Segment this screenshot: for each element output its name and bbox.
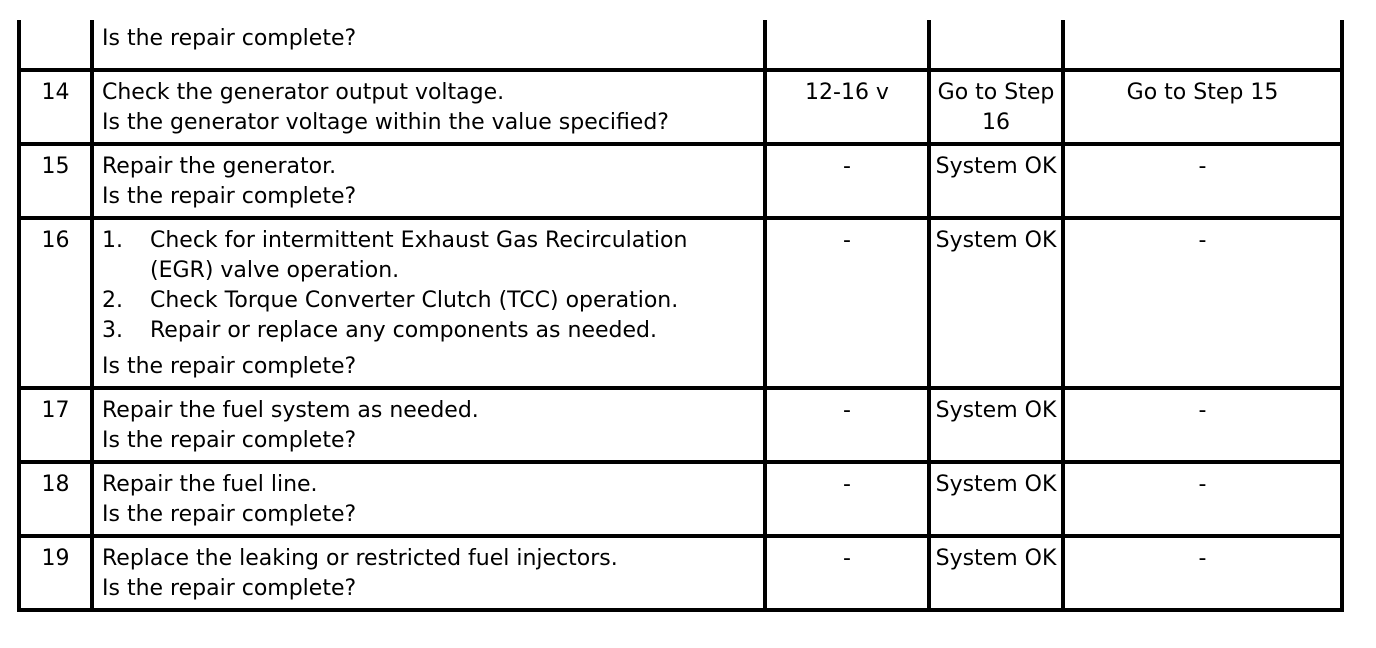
yes-cell: System OK xyxy=(929,388,1063,462)
action-cell xyxy=(92,536,765,610)
table-row-step-14 xyxy=(19,70,1342,144)
action-cell xyxy=(92,144,765,218)
step-number-cell: 15 xyxy=(19,144,92,218)
yes-cell xyxy=(929,20,1063,70)
step-question: Is the repair complete? xyxy=(102,576,357,601)
step-action: Repair the fuel line. xyxy=(102,472,318,497)
value-cell: - xyxy=(765,144,929,218)
substep-number: 2. xyxy=(102,288,123,313)
no-cell xyxy=(1063,20,1342,70)
list-item xyxy=(102,286,757,316)
yes-cell: System OK xyxy=(929,218,1063,388)
table-row-step-18 xyxy=(19,462,1342,536)
step-action: Replace the leaking or restricted fuel injectors. xyxy=(102,546,618,571)
table-row-step-16 xyxy=(19,218,1342,388)
step-number-cell: 14 xyxy=(19,70,92,144)
step-question: Is the generator voltage within the value specified? xyxy=(102,110,669,135)
step-action: Check the generator output voltage. xyxy=(102,80,505,105)
step-number-cell: 16 xyxy=(19,218,92,388)
step-number-cell: 18 xyxy=(19,462,92,536)
list-item xyxy=(102,316,757,346)
step-number-cell: 19 xyxy=(19,536,92,610)
no-cell: - xyxy=(1063,388,1342,462)
step-question: Is the repair complete? xyxy=(102,184,357,209)
action-cell xyxy=(92,462,765,536)
value-cell: - xyxy=(765,218,929,388)
substep-text: Check for intermittent Exhaust Gas Recirculation (EGR) valve operation. xyxy=(150,228,688,283)
value-cell: 12-16 v xyxy=(765,70,929,144)
action-cell xyxy=(92,218,765,388)
step-question: Is the repair complete? xyxy=(102,502,357,527)
no-cell: - xyxy=(1063,218,1342,388)
yes-cell: System OK xyxy=(929,536,1063,610)
value-cell xyxy=(765,20,929,70)
table-row-step-19 xyxy=(19,536,1342,610)
no-cell: - xyxy=(1063,144,1342,218)
step-question: Is the repair complete? xyxy=(102,428,357,453)
value-cell: - xyxy=(765,388,929,462)
substep-text: Check Torque Converter Clutch (TCC) operation. xyxy=(150,288,679,313)
step-action: Repair the generator. xyxy=(102,154,337,179)
no-cell: - xyxy=(1063,536,1342,610)
yes-cell: Go to Step 16 xyxy=(929,70,1063,144)
yes-cell: System OK xyxy=(929,144,1063,218)
action-cell xyxy=(92,388,765,462)
step-action: Repair the fuel system as needed. xyxy=(102,398,479,423)
table-row-step-15 xyxy=(19,144,1342,218)
substep-list xyxy=(102,226,757,346)
action-cell xyxy=(92,70,765,144)
step-question: Is the repair complete? xyxy=(102,26,357,51)
step-number-cell: 17 xyxy=(19,388,92,462)
list-item xyxy=(102,226,757,286)
step-number-cell xyxy=(19,20,92,70)
step-question: Is the repair complete? xyxy=(102,354,357,379)
value-cell: - xyxy=(765,536,929,610)
table-row-continuation xyxy=(19,20,1342,70)
substep-text: Repair or replace any components as needed. xyxy=(150,318,657,343)
yes-cell: System OK xyxy=(929,462,1063,536)
substep-number: 1. xyxy=(102,228,123,253)
diagnostic-table-page xyxy=(17,20,1340,612)
no-cell: - xyxy=(1063,462,1342,536)
no-cell: Go to Step 15 xyxy=(1063,70,1342,144)
value-cell: - xyxy=(765,462,929,536)
table-row-step-17 xyxy=(19,388,1342,462)
substep-number: 3. xyxy=(102,318,123,343)
diagnostic-steps-table xyxy=(17,20,1344,612)
action-cell xyxy=(92,20,765,70)
